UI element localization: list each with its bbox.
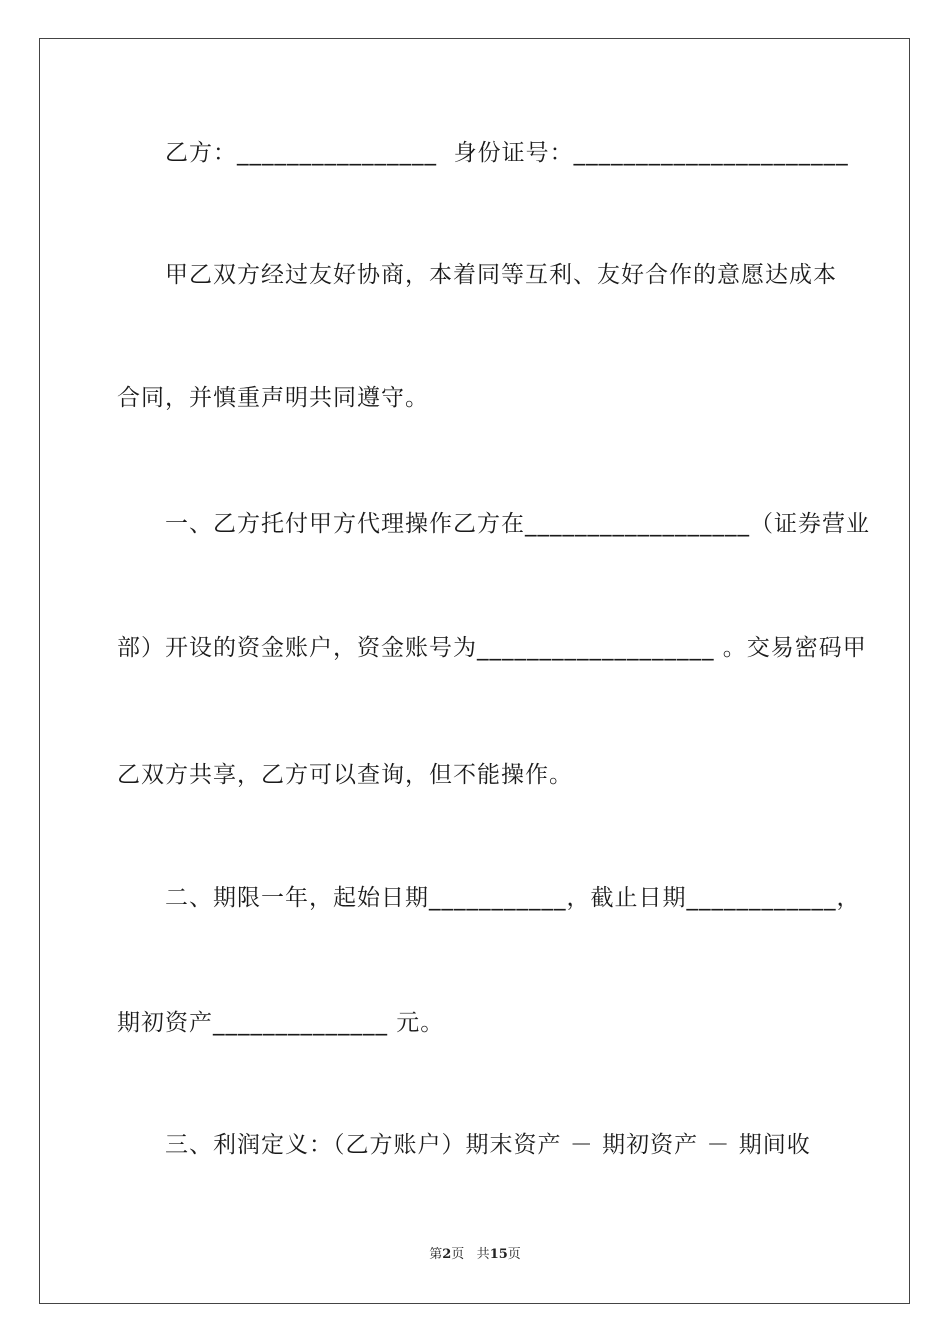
clause-1-line-1: 一、乙方托付甲方代理操作乙方在__________________（证券营业 — [165, 511, 870, 537]
footer-page-prefix: 第 — [429, 1247, 443, 1262]
clause-2-line-1: 二、期限一年，起始日期___________，截止日期____________， — [165, 885, 861, 911]
body-line-1: 甲乙双方经过友好协商，本着同等互利、友好合作的意愿达成本 — [165, 262, 837, 288]
footer-total-suffix: 页 — [507, 1247, 521, 1262]
body-line-2: 合同，并慎重声明共同遵守。 — [117, 385, 429, 411]
party-b-id-line: 乙方：________________ 身份证号：______________________ — [165, 140, 849, 166]
clause-3-line-1: 三、利润定义：（乙方账户）期末资产 － 期初资产 － 期间收 — [165, 1132, 811, 1158]
footer-total-prefix: 共 — [476, 1247, 490, 1262]
footer-total-pages: 15 — [489, 1247, 508, 1262]
footer-page-number: 2 — [442, 1247, 452, 1262]
clause-1-line-3: 乙双方共享，乙方可以查询，但不能操作。 — [117, 762, 573, 788]
clause-2-line-2: 期初资产______________ 元。 — [117, 1010, 445, 1036]
page-frame — [39, 38, 910, 1304]
clause-1-line-2: 部）开设的资金账户，资金账号为___________________ 。交易密码甲 — [117, 635, 867, 661]
page-footer — [0, 1246, 950, 1264]
footer-page-suffix: 页 — [451, 1247, 465, 1262]
